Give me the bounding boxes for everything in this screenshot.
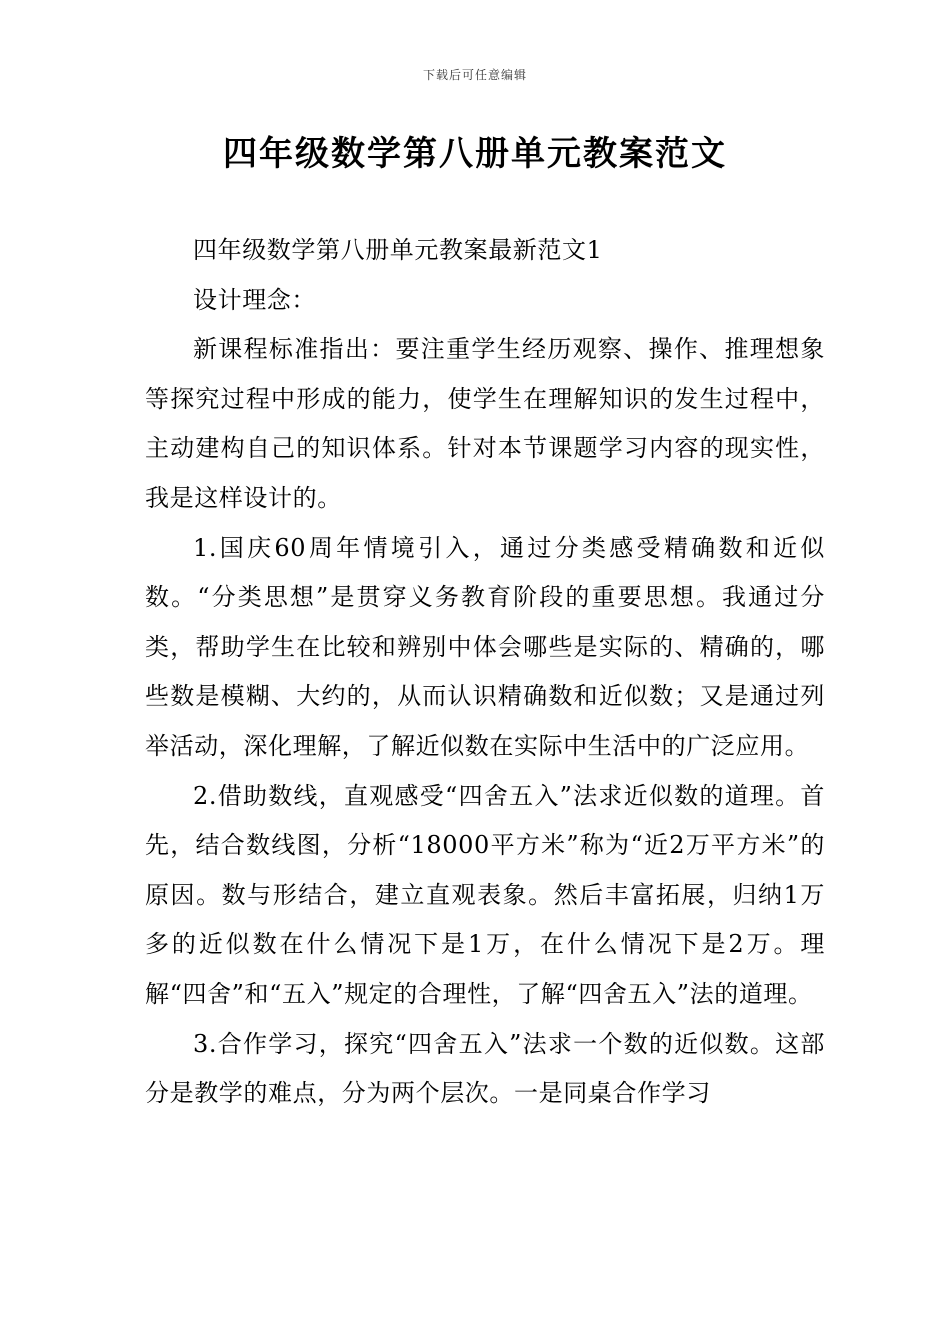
header-note: 下载后可任意编辑: [422, 68, 527, 82]
document-body: [145, 226, 825, 1119]
paragraph-subtitle: 四年级数学第八册单元教案最新范文1: [193, 236, 603, 264]
paragraph-design-concept-heading: 设计理念：: [193, 285, 316, 314]
document-title: 四年级数学第八册单元教案范文: [223, 134, 727, 174]
paragraph-curriculum-standard: 新课程标准指出：要注重学生经历观察、操作、推理想象等探究过程中形成的能力，使学生在理解知识的发生过程中，主动建构自己的知识体系。针对本节课题学习内容的现实性，我是这样设计的。: [145, 335, 825, 512]
paragraph-point-1: 1.国庆60周年情境引入，通过分类感受精确数和近似数。“分类思想”是贯穿义务教育阶段的重要思想。我通过分类，帮助学生在比较和辨别中体会哪些是实际的、精确的，哪些数是模糊、大约的，从而认识精确数和近似数；又是通过列举活动，深化理解，了解近似数在实际中生活中的广泛应用。: [145, 533, 825, 760]
paragraph-point-3: 3.合作学习，探究“四舍五入”法求一个数的近似数。这部分是教学的难点，分为两个层次。一是同桌合作学习: [145, 1029, 825, 1108]
paragraph-point-2: 2.借助数线，直观感受“四舍五入”法求近似数的道理。首先，结合数线图，分析“18000平方米”称为“近2万平方米”的原因。数与形结合，建立直观表象。然后丰富拓展，归纳1万多的近似数在什么情况下是1万，在什么情况下是2万。理解“四舍”和“五入”规定的合理性，了解“四舍五入”法的道理。: [145, 781, 825, 1008]
